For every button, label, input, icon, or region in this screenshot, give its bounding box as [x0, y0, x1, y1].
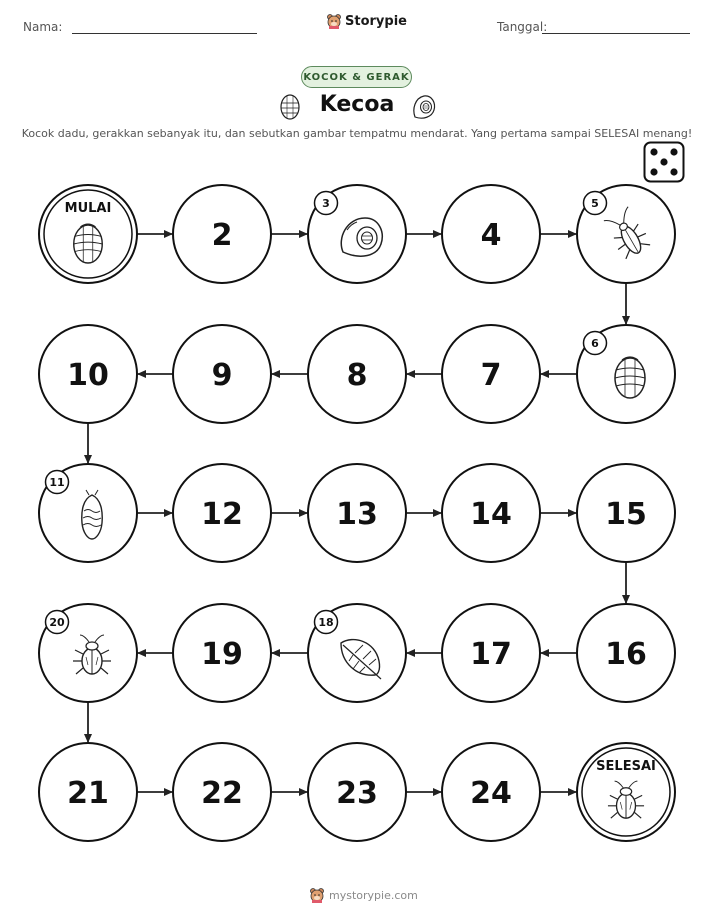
- space-number: 15: [605, 497, 647, 532]
- board-space[interactable]: [39, 325, 137, 423]
- board-space[interactable]: [39, 604, 137, 702]
- space-label: MULAI: [64, 201, 112, 216]
- space-number: 4: [480, 218, 502, 253]
- space-number: 22: [201, 776, 243, 811]
- space-number: 8: [346, 358, 368, 393]
- page-title: Kecoa: [319, 92, 395, 117]
- board-space[interactable]: [173, 325, 271, 423]
- space-number: 6: [591, 337, 599, 350]
- space-number: 10: [67, 358, 109, 393]
- space-number: 12: [201, 497, 243, 532]
- category-badge: KOCOK & GERAK: [301, 66, 412, 88]
- board-space[interactable]: [442, 464, 540, 562]
- board-space[interactable]: [442, 325, 540, 423]
- footer: [309, 887, 418, 903]
- board-space[interactable]: [308, 185, 406, 283]
- space-number: 14: [470, 497, 512, 532]
- board-space[interactable]: [577, 325, 675, 423]
- board-space[interactable]: [308, 743, 406, 841]
- space-number: 13: [336, 497, 378, 532]
- board-space[interactable]: [308, 325, 406, 423]
- name-label: Nama:: [23, 20, 63, 34]
- space-number: 20: [49, 616, 65, 629]
- egg-case-icon: [615, 357, 645, 398]
- space-number: 17: [470, 637, 512, 672]
- board-space[interactable]: [577, 464, 675, 562]
- space-finish[interactable]: [577, 743, 675, 841]
- space-number: 24: [470, 776, 512, 811]
- footer-url: mystorypie.com: [329, 888, 418, 902]
- board-space[interactable]: [173, 185, 271, 283]
- board-space[interactable]: [308, 464, 406, 562]
- space-number: 23: [336, 776, 378, 811]
- egg-case-icon: [74, 224, 103, 263]
- board-space[interactable]: [308, 604, 406, 702]
- board-space[interactable]: [173, 464, 271, 562]
- space-number: 2: [211, 218, 233, 253]
- board-space[interactable]: [173, 743, 271, 841]
- space-number: 3: [322, 197, 330, 210]
- board-space[interactable]: [442, 185, 540, 283]
- space-number: 19: [201, 637, 243, 672]
- space-number: 11: [49, 476, 65, 489]
- space-number: 5: [591, 197, 599, 210]
- space-label: SELESAI: [596, 759, 656, 774]
- date-label: Tanggal:: [497, 20, 548, 34]
- space-start[interactable]: [39, 185, 137, 283]
- board-space[interactable]: [39, 464, 137, 562]
- board-space[interactable]: [577, 185, 675, 283]
- space-number: 21: [67, 776, 109, 811]
- space-number: 7: [480, 358, 502, 393]
- space-number: 16: [605, 637, 647, 672]
- board-space[interactable]: [442, 743, 540, 841]
- board-space[interactable]: [577, 604, 675, 702]
- bear-logo-icon: [309, 887, 325, 903]
- space-number: 9: [211, 358, 233, 393]
- board-space[interactable]: [442, 604, 540, 702]
- board-space[interactable]: [173, 604, 271, 702]
- brand-name: Storypie: [345, 13, 407, 29]
- board-space[interactable]: [39, 743, 137, 841]
- instructions: Kocok dadu, gerakkan sebanyak itu, dan sebutkan gambar tempatmu mendarat. Yang pertama sampai SELESAI menang!: [21, 127, 693, 140]
- space-number: 18: [318, 616, 334, 629]
